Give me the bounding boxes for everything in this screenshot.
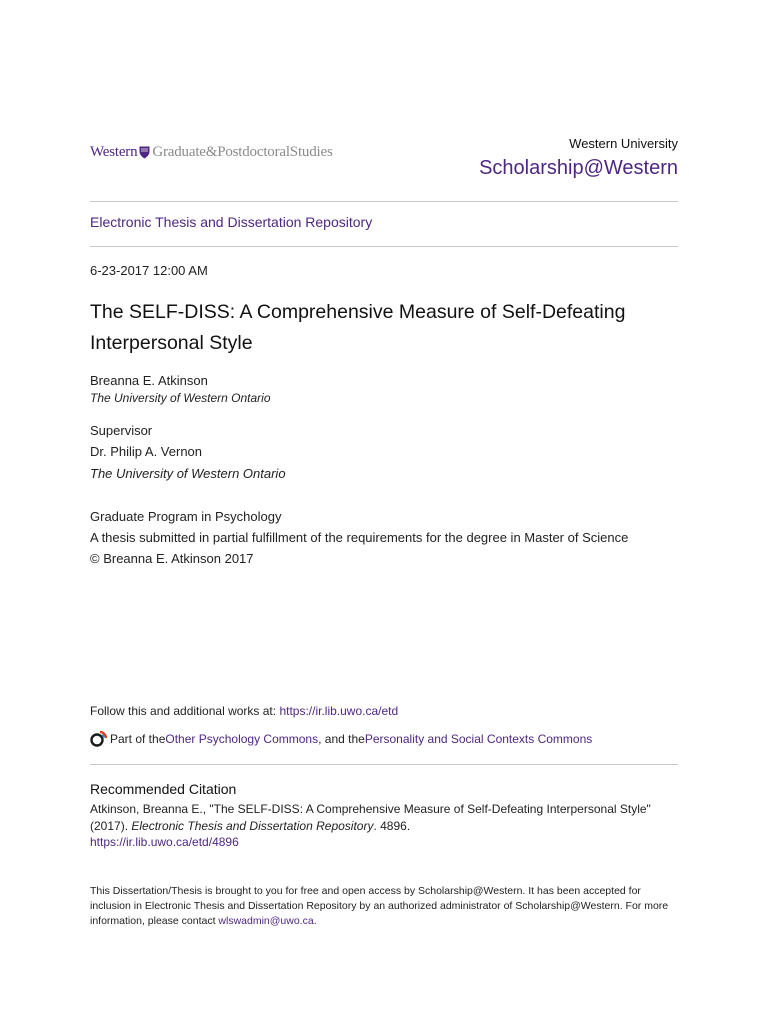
citation-number: . 4896. — [373, 819, 411, 833]
other-psychology-commons-link[interactable]: Other Psychology Commons — [165, 732, 319, 746]
shield-icon — [139, 146, 150, 159]
personality-social-contexts-commons-link[interactable]: Personality and Social Contexts Commons — [364, 732, 593, 746]
etd-link[interactable]: https://ir.lib.uwo.ca/etd — [279, 704, 399, 718]
divider — [90, 246, 678, 247]
footer-notice — [90, 884, 678, 929]
part-of-line — [90, 730, 592, 748]
thesis-statement: A thesis submitted in partial fulfillment of the requirements for the degree in Master of Science — [90, 530, 629, 545]
recommended-citation-heading: Recommended Citation — [90, 781, 237, 797]
part-of-prefix: Part of the — [110, 732, 166, 746]
author-institution: The University of Western Ontario — [90, 391, 271, 405]
supervisor-label: Supervisor — [90, 423, 153, 438]
open-commons-icon — [90, 730, 108, 748]
follow-line — [90, 704, 398, 718]
citation-journal: Electronic Thesis and Dissertation Repository — [131, 819, 374, 833]
repository-link[interactable]: Electronic Thesis and Dissertation Repository — [90, 214, 373, 230]
supervisor-name: Dr. Philip A. Vernon — [90, 444, 203, 459]
footer-text: This Dissertation/Thesis is brought to you for free and open access by Scholarship@Western. It has been accepted for inclusion in Electronic Thesis and Dissertation Repository by an authorized administrator of Scholarship@Western. For more information, please contact — [90, 885, 669, 927]
citation-text — [90, 801, 678, 835]
contact-email-link[interactable]: wlswadmin@uwo.ca — [218, 915, 314, 927]
logo-gps-text: Graduate&PostdoctoralStudies — [152, 144, 333, 160]
citation-year: (2017). — [90, 819, 132, 833]
citation-line1: Atkinson, Breanna E., "The SELF-DISS: A Comprehensive Measure of Self-Defeating Interpersonal Style" — [90, 802, 651, 816]
author-name: Breanna E. Atkinson — [90, 373, 208, 388]
site-name-link[interactable]: Scholarship@Western — [479, 157, 678, 179]
cover-page — [90, 0, 678, 1024]
divider — [90, 201, 678, 202]
supervisor-institution: The University of Western Ontario — [90, 466, 286, 481]
publication-date: 6-23-2017 12:00 AM — [90, 263, 208, 278]
copyright: © Breanna E. Atkinson 2017 — [90, 551, 254, 566]
citation-url-line — [90, 835, 239, 849]
graduate-program: Graduate Program in Psychology — [90, 509, 282, 524]
logo-western-text: Western — [90, 144, 138, 160]
university-name: Western University — [569, 136, 678, 151]
footer-end: . — [313, 915, 317, 927]
thesis-title: The SELF-DISS: A Comprehensive Measure of Self-Defeating Interpersonal Style — [90, 301, 626, 354]
divider — [90, 764, 678, 765]
citation-url-link[interactable]: https://ir.lib.uwo.ca/etd/4896 — [90, 835, 239, 849]
western-gps-logo[interactable] — [90, 144, 333, 161]
part-of-middle: , and the — [318, 732, 365, 746]
follow-prefix: Follow this and additional works at: — [90, 704, 280, 718]
